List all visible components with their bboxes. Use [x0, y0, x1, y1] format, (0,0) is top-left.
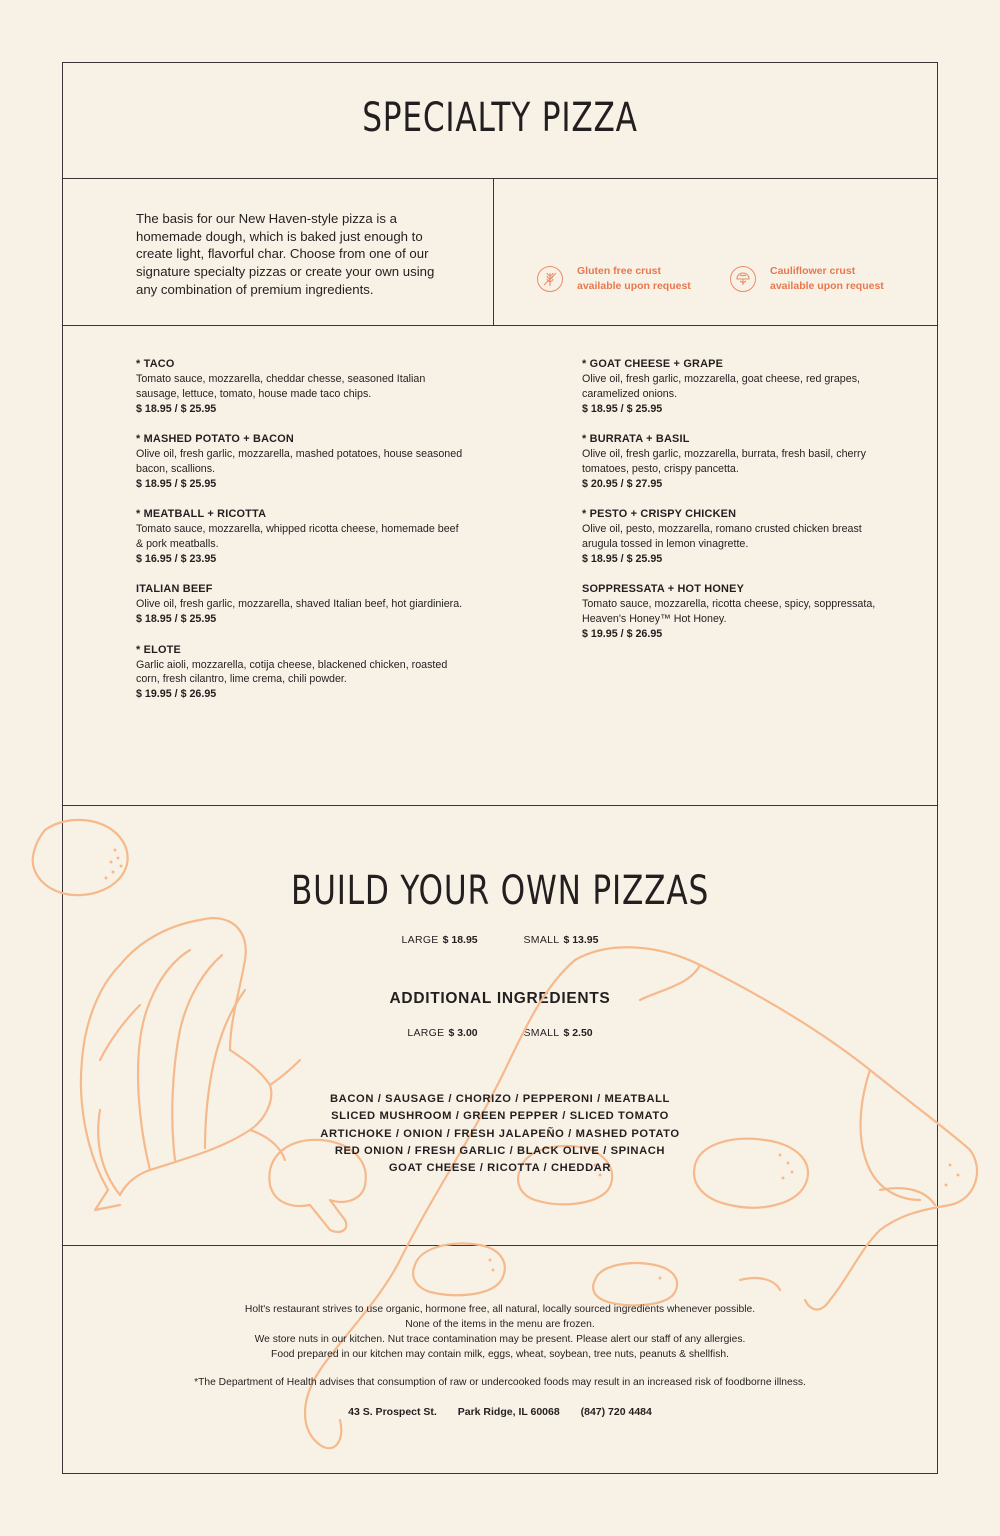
item-price: $ 18.95 / $ 25.95: [136, 477, 217, 490]
notice-line: Gluten free crust: [577, 265, 662, 277]
size-label: SMALL: [523, 934, 560, 946]
intro-paragraph: The basis for our New Haven-style pizza is a homemade dough, which is baked just enough to create light, flavorful char. Choose from one of our signature specialty pizzas or create your own using any combination of premium ingredients.: [136, 211, 435, 297]
footer-note: Holt's restaurant strives to use organic, hormone free, all natural, locally sourced ingredients whenever possible.: [244, 1304, 756, 1315]
item-price: $ 16.95 / $ 23.95: [136, 552, 217, 565]
item-name: * ELOTE: [136, 643, 181, 656]
size-price: $ 18.95: [442, 934, 478, 946]
ingredient-line: RED ONION / FRESH GARLIC / BLACK OLIVE / SPINACH: [334, 1144, 666, 1157]
ingredient-line: ARTICHOKE / ONION / FRESH JALAPEÑO / MASHED POTATO: [320, 1127, 680, 1140]
ingredient-line: BACON / SAUSAGE / CHORIZO / PEPPERONI / MEATBALL: [330, 1093, 670, 1105]
item-price: $ 20.95 / $ 27.95: [582, 477, 663, 490]
specialty-title: SPECIALTY PIZZA: [362, 95, 638, 141]
item-description: Tomato sauce, mozzarella, cheddar chesse, seasoned Italian sausage, lettuce, tomato, house made taco chips.: [136, 372, 426, 400]
notice-line: Cauliflower crust: [770, 265, 856, 277]
size-price: $ 2.50: [563, 1027, 593, 1039]
build-title: BUILD YOUR OWN PIZZAS: [290, 868, 710, 914]
pepperoni-illustration: [33, 820, 128, 895]
item-price: $ 18.95 / $ 25.95: [136, 613, 217, 626]
item-description: Olive oil, fresh garlic, mozzarella, shaved Italian beef, hot giardiniera.: [136, 598, 463, 611]
size-label: SMALL: [523, 1027, 560, 1039]
health-disclaimer: *The Department of Health advises that consumption of raw or undercooked foods may result in an increased risk of foodborne illness.: [194, 1377, 806, 1388]
item-description: Tomato sauce, mozzarella, whipped ricotta cheese, homemade beef & pork meatballs.: [136, 523, 459, 551]
ingredients-list: [62, 1091, 938, 1177]
item-name: * MEATBALL + RICOTTA: [136, 508, 267, 521]
size-price: $ 3.00: [448, 1027, 478, 1039]
notice-line: available upon request: [770, 280, 884, 292]
footer-note: We store nuts in our kitchen. Nut trace contamination may be present. Please alert our staff of any allergies.: [254, 1334, 746, 1345]
notice-line: available upon request: [577, 280, 691, 292]
item-price: $ 19.95 / $ 26.95: [582, 628, 663, 641]
footer-notes: [62, 1302, 938, 1362]
item-price: $ 18.95 / $ 25.95: [582, 552, 663, 565]
item-name: SOPPRESSATA + HOT HONEY: [582, 583, 745, 596]
ingredient-line: SLICED MUSHROOM / GREEN PEPPER / SLICED TOMATO: [331, 1110, 669, 1123]
city-address: Park Ridge, IL 60068: [457, 1406, 560, 1418]
phone-number: (847) 720 4484: [580, 1406, 652, 1418]
item-price: $ 18.95 / $ 25.95: [582, 402, 663, 415]
ingredient-line: GOAT CHEESE / RICOTTA / CHEDDAR: [388, 1162, 612, 1175]
item-name: * MASHED POTATO + BACON: [136, 433, 294, 446]
additional-title: ADDITIONAL INGREDIENTS: [389, 990, 611, 1007]
street-address: 43 S. Prospect St.: [348, 1406, 437, 1418]
item-description: Garlic aioli, mozzarella, cotija cheese, blackened chicken, roasted corn, fresh cilantro, lime crema, chili powder.: [136, 658, 448, 686]
item-description: Olive oil, fresh garlic, mozzarella, burrata, fresh basil, cherry tomatoes, pesto, crispy pancetta.: [582, 448, 866, 475]
item-name: * TACO: [136, 358, 175, 370]
item-name: * GOAT CHEESE + GRAPE: [582, 358, 724, 370]
item-description: Olive oil, fresh garlic, mozzarella, mashed potatoes, house seasoned bacon, scallions.: [136, 448, 463, 475]
item-name: * BURRATA + BASIL: [582, 433, 690, 446]
address-line: [62, 1406, 938, 1418]
pizza-slice-illustration: [305, 947, 977, 1448]
item-name: ITALIAN BEEF: [136, 583, 213, 596]
size-label: LARGE: [407, 1027, 445, 1039]
illustration-dots: [105, 849, 960, 1280]
footer-note: None of the items in the menu are frozen.: [405, 1319, 595, 1330]
item-price: $ 18.95 / $ 25.95: [136, 402, 217, 415]
item-description: Tomato sauce, mozzarella, ricotta cheese, spicy, soppressata, Heaven's Honey™ Hot Honey.: [582, 598, 876, 626]
size-price: $ 13.95: [563, 934, 599, 946]
item-description: Olive oil, pesto, mozzarella, romano crusted chicken breast arugula tossed in lemon vinagrette.: [582, 523, 862, 551]
item-name: * PESTO + CRISPY CHICKEN: [582, 508, 737, 521]
size-label: LARGE: [401, 934, 439, 946]
item-price: $ 19.95 / $ 26.95: [136, 688, 217, 701]
item-description: Olive oil, fresh garlic, mozzarella, goat cheese, red grapes, caramelized onions.: [582, 372, 861, 400]
footer-note: Food prepared in our kitchen may contain milk, eggs, wheat, soybean, tree nuts, peanuts & shellfish.: [271, 1349, 729, 1360]
